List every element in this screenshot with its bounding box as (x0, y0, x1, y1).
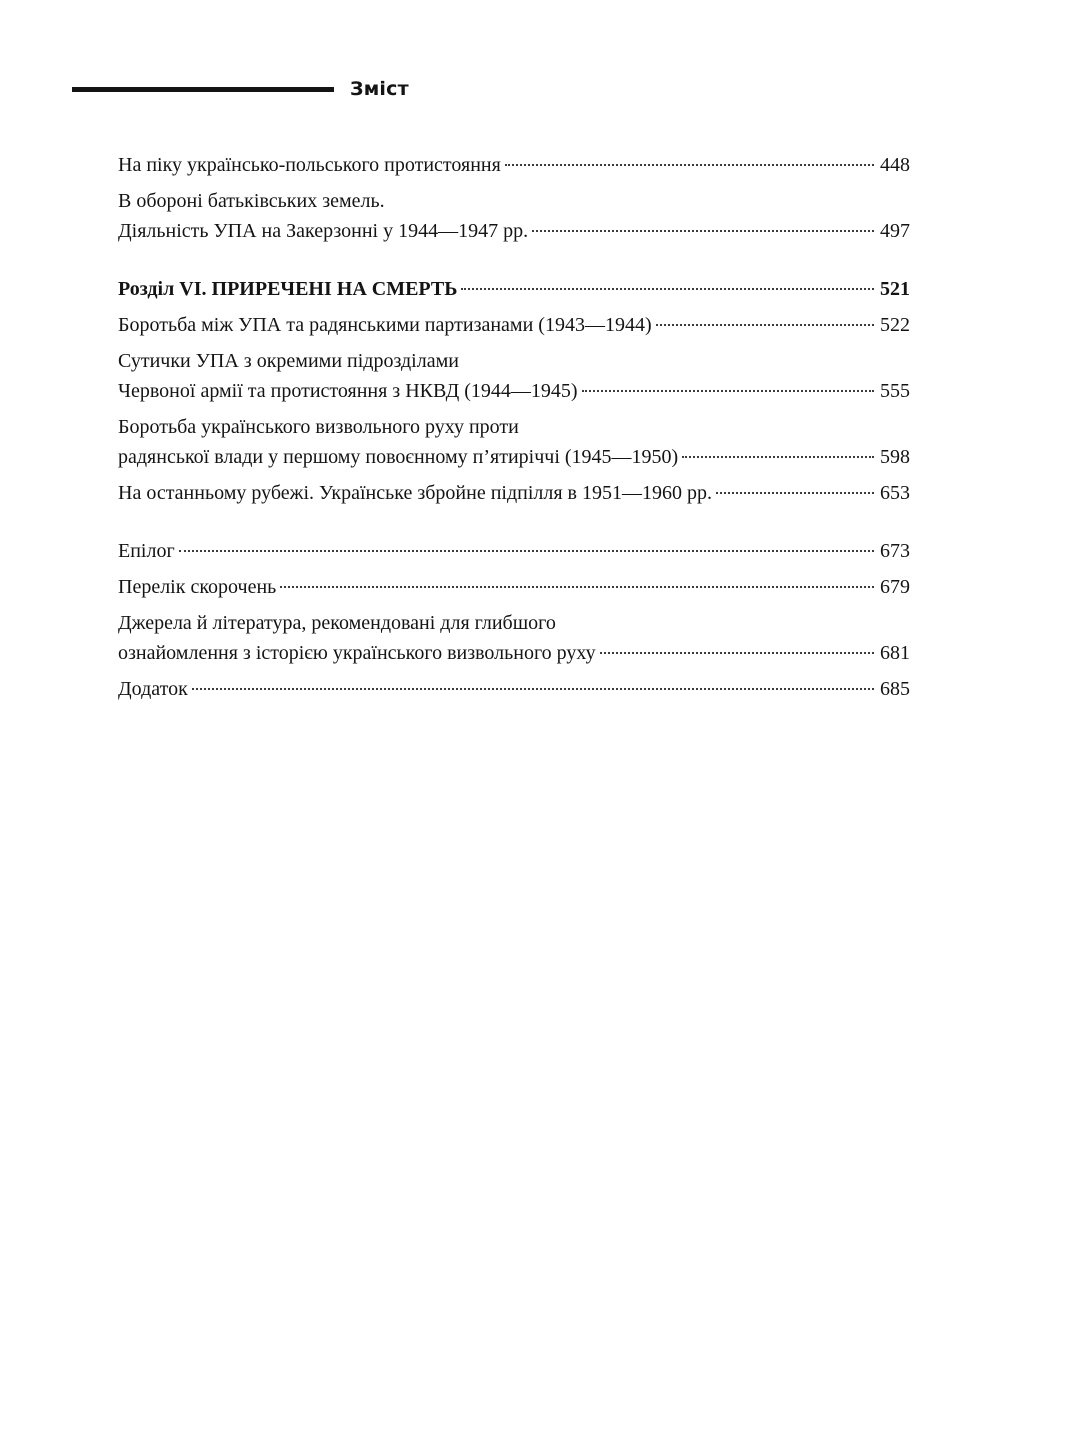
toc-entry[interactable] (118, 412, 910, 472)
toc-entry-title: Джерела й література, рекомендовані для глибшого (118, 612, 556, 634)
dot-leader (192, 688, 874, 690)
toc-entry-title: Сутички УПА з окремими підрозділами (118, 350, 459, 372)
toc-page-number: 681 (880, 642, 910, 664)
toc-entry[interactable] (118, 536, 910, 566)
toc-page-number: 448 (880, 154, 910, 176)
toc-page-number: 521 (880, 278, 910, 300)
dot-leader (656, 324, 874, 326)
table-of-contents (118, 150, 910, 704)
toc-entry-title-cont: Діяльність УПА на Закерзонні у 1944—1947 рр. (118, 220, 529, 242)
toc-entry[interactable] (118, 674, 910, 704)
toc-page-number: 497 (880, 220, 910, 242)
toc-entry-title: Боротьба українського визвольного руху проти (118, 416, 519, 438)
dot-leader (582, 390, 874, 392)
toc-page-number: 653 (880, 482, 910, 504)
toc-page-number: 679 (880, 576, 910, 598)
toc-entry-title: Епілог (118, 540, 175, 562)
toc-entry-title: В обороні батьківських земель. (118, 190, 385, 212)
toc-entry-title: На останньому рубежі. Українське збройне підпілля в 1951—1960 рр. (118, 482, 713, 504)
header-rule (72, 87, 334, 92)
dot-leader (280, 586, 874, 588)
toc-entry[interactable] (118, 478, 910, 508)
dot-leader (716, 492, 874, 494)
dot-leader (179, 550, 874, 552)
toc-entry[interactable] (118, 572, 910, 602)
dot-leader (600, 652, 874, 654)
toc-entry[interactable] (118, 186, 910, 246)
toc-entry-title: Розділ VI. ПРИРЕЧЕНІ НА СМЕРТЬ (118, 278, 458, 300)
toc-entry[interactable] (118, 346, 910, 406)
dot-leader (682, 456, 874, 458)
page-header (72, 78, 409, 100)
toc-entry-title: Перелік скорочень (118, 576, 277, 598)
toc-entry-title: Боротьба між УПА та радянськими партизанами (1943—1944) (118, 314, 652, 336)
toc-section-heading[interactable] (118, 274, 910, 304)
toc-entry-title: Додаток (118, 678, 188, 700)
toc-entry[interactable] (118, 310, 910, 340)
dot-leader (532, 230, 874, 232)
page-title: Зміст (350, 78, 409, 100)
toc-entry-title-cont: радянської влади у першому повоєнному п’ятиріччі (1945—1950) (118, 446, 679, 468)
toc-entry[interactable] (118, 608, 910, 668)
toc-page-number: 522 (880, 314, 910, 336)
dot-leader (505, 164, 874, 166)
toc-entry-title: На піку українсько-польського протистояння (118, 154, 501, 176)
toc-entry[interactable] (118, 150, 910, 180)
dot-leader (461, 288, 874, 290)
toc-page-number: 555 (880, 380, 910, 402)
toc-entry-title-cont: ознайомлення з історією українського визвольного руху (118, 642, 596, 664)
toc-page-number: 685 (880, 678, 910, 700)
toc-page-number: 598 (880, 446, 910, 468)
toc-entry-title-cont: Червоної армії та протистояння з НКВД (1944—1945) (118, 380, 578, 402)
toc-page-number: 673 (880, 540, 910, 562)
